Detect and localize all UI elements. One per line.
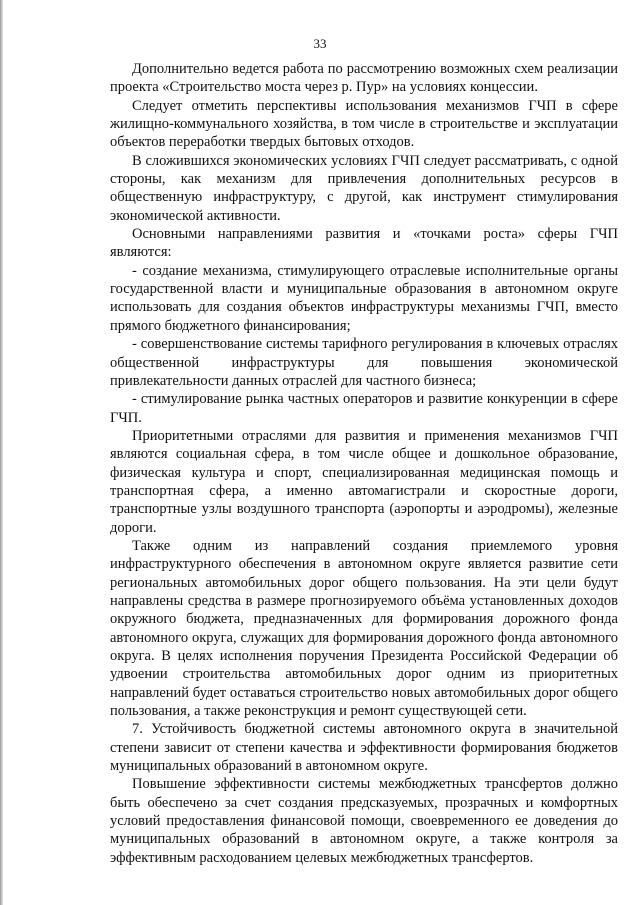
list-item-market-stimulation: - стимулирование рынка частных операторов и развитие конкуренции в сфере ГЧП. [110,391,618,426]
list-item-tariff-regulation: - совершенствование системы тарифного регулирования в ключевых отраслях общественной инфраструктуры для повышения экономической привлекательности данных отраслей для частного бизнеса; [110,336,618,389]
scan-edge [0,0,3,905]
paragraph-housing-utilities: Следует отметить перспективы использования механизмов ГЧП в сфере жилищно-коммунального хозяйства, в том числе в строительстве и эксплуатации объектов переработки твердых бытовых отходов. [110,97,618,151]
document-body [110,60,618,867]
paragraph-growth-points-intro: Основными направлениями развития и «точками роста» сферы ГЧП являются: [110,226,618,261]
list-item-mechanism: - создание механизма, стимулирующего отраслевые исполнительные органы государственной власти и муниципальные образования в автономном округе использовать для создания объектов инфраструктуры механизмы ГЧП, вместо прямого бюджетного финансирования; [110,262,618,334]
paragraph-road-network: Также одним из направлений создания приемлемого уровня инфраструктурного обеспечения в автономном округе является развитие сети региональных автомобильных дорог общего пользования. На эти цели будут направлены средства в размере прогнозируемого объёма установленных доходов окружного бюджета, предназначенных для формирования дорожного фонда автономного округа, служащих для формирования дорожного фонда автономного округа. В целях исполнения поручения Президента Российской Федерации об удвоении строительства автомобильных дорог одним из приоритетных направлений будет оставаться строительство новых автомобильных дорог общего пользования, а также реконструкция и ремонт существующей сети. [110,537,618,720]
page-number: 33 [313,36,327,51]
paragraph-priority-sectors: Приоритетными отраслями для развития и применения механизмов ГЧП являются социальная сфера, в том числе общее и дошкольное образование, физическая культура и спорт, специализированная медицинская помощь и транспортная сфера, а именно автомагистрали и скоростные дороги, транспортные узлы воздушного транспорта (аэропорты и аэродромы), железные дороги. [110,427,618,536]
paragraph-economic-conditions: В сложившихся экономических условиях ГЧП следует рассматривать, с одной стороны, как механизм для привлечения дополнительных ресурсов в общественную инфраструктуру, с другой, как инструмент стимулирования экономической активности. [110,152,618,224]
paragraph-concession: Дополнительно ведется работа по рассмотрению возможных схем реализации проекта «Строительство моста через р. Пур» на условиях концессии. [110,61,618,96]
paragraph-transfers-efficiency: Повышение эффективности системы межбюджетных трансфертов должно быть обеспечено за счет создания предсказуемых, прозрачных и комфортных условий предоставления финансовой помощи, своевременного ее доведения до муниципальных образований в автономном округе, а также контроля за эффективным расходованием целевых межбюджетных трансфертов. [110,776,618,866]
paragraph-budget-stability: 7. Устойчивость бюджетной системы автономного округа в значительной степени зависит от степени качества и эффективности формирования бюджетов муниципальных образований в автономном округе. [110,721,618,775]
